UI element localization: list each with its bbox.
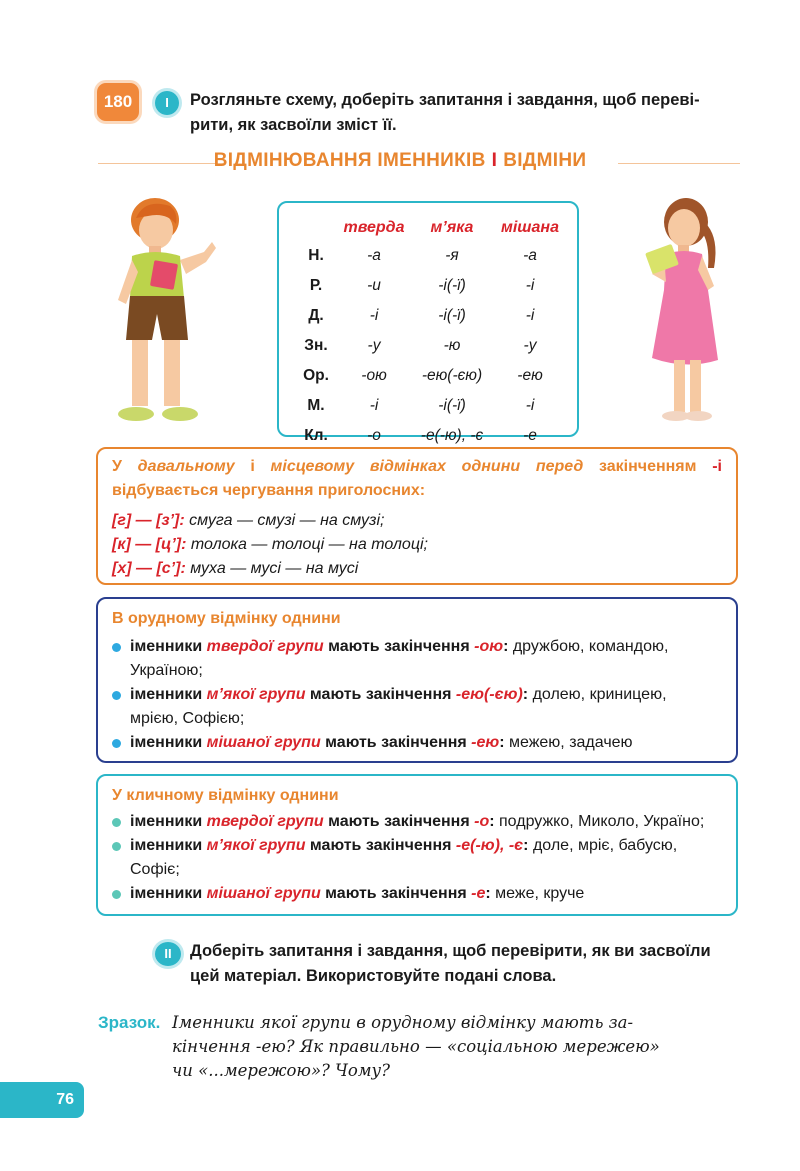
ending-soft: -ею(-єю) xyxy=(421,367,483,384)
task-two-line-2: цей матеріал. Використовуйте подані слова. xyxy=(190,967,557,985)
alternation-examples: толока — толоці — на толоці; xyxy=(190,536,428,553)
ending-mixed: -і xyxy=(525,307,535,324)
alternation-row xyxy=(112,557,722,581)
intro-word: У xyxy=(112,458,122,475)
task-two-line-1: Доберіть запитання і завдання, щоб перевірити, як ви засвоїли xyxy=(190,942,711,960)
item-examples: межею, задачею xyxy=(508,734,633,751)
consonant-pair: [х] — [с’]: xyxy=(112,560,186,577)
list-item xyxy=(112,635,722,683)
ending-soft: -і(-ї) xyxy=(438,397,466,414)
ending-soft: -ю xyxy=(443,337,461,354)
alternation-intro-line-1 xyxy=(112,455,722,479)
table-row xyxy=(293,391,565,421)
girl-illustration xyxy=(628,190,740,425)
alternation-examples: смуга — смузі — на смузі; xyxy=(189,512,385,529)
item-group: м’якої групи xyxy=(206,686,306,703)
header-hard-group: тверда xyxy=(343,219,405,236)
section-title-right: ВІДМІНИ xyxy=(503,150,587,171)
item-examples: доле, мріє, бабусю, xyxy=(532,837,678,854)
sample-label: Зразок. xyxy=(98,1013,161,1032)
list-item xyxy=(112,810,722,834)
intro-ending: -і xyxy=(712,458,722,475)
declension-grid xyxy=(293,215,565,451)
task-one-line-1: Розгляньте схему, доберіть запитання і завдання, щоб переві- xyxy=(190,91,700,109)
bullet-dot xyxy=(112,691,121,700)
consonant-pair: [г] — [з’]: xyxy=(112,512,185,529)
consonant-pair: [к] — [ц’]: xyxy=(112,536,187,553)
task-one-line-2: рити, як засвоїли зміст її. xyxy=(190,116,397,134)
item-examples: меже, круче xyxy=(495,885,585,902)
intro-word: закінченням xyxy=(599,458,697,475)
item-examples: долею, криницею, xyxy=(532,686,667,703)
section-title xyxy=(0,150,800,172)
ending-soft: -я xyxy=(445,247,459,264)
item-mid: мають закінчення xyxy=(309,686,452,703)
sample-line-3: чи «...мережою»? Чому? xyxy=(172,1061,390,1080)
alternation-row xyxy=(112,509,722,533)
item-colon: : xyxy=(522,686,529,703)
section-title-left: ВІДМІНЮВАННЯ ІМЕННИКІВ xyxy=(213,150,486,171)
intro-word: перед xyxy=(535,458,584,475)
table-row xyxy=(293,331,565,361)
bullet-dot xyxy=(112,739,121,748)
case-label: Р. xyxy=(309,277,323,294)
ending-mixed: -ею xyxy=(517,367,543,384)
item-mid: мають закінчення xyxy=(325,734,467,751)
item-group: твердої групи xyxy=(206,638,324,655)
bullet-dot xyxy=(112,890,121,899)
list-item xyxy=(112,683,722,731)
item-colon: : xyxy=(503,638,509,655)
item-mid: мають закінчення xyxy=(309,837,452,854)
intro-word: і xyxy=(250,458,255,475)
intro-word: давальному xyxy=(137,458,235,475)
item-ending: -е(-ю), -є xyxy=(455,837,524,854)
header-empty xyxy=(293,215,339,241)
item-examples-cont: мрією, Софією; xyxy=(130,710,245,727)
header-mixed-group: мішана xyxy=(501,219,559,236)
intro-word: однини xyxy=(461,458,521,475)
item-group: твердої групи xyxy=(206,813,324,830)
part-two-marker: II xyxy=(155,942,181,966)
bullet-dot xyxy=(112,643,121,652)
alternation-examples: муха — мусі — на мусі xyxy=(190,560,359,577)
item-pre: іменники xyxy=(130,686,203,703)
item-colon: : xyxy=(499,734,505,751)
ending-hard: -і xyxy=(369,397,379,414)
case-label: Кл. xyxy=(304,427,328,444)
table-row xyxy=(293,241,565,271)
ending-soft: -і(-ї) xyxy=(438,277,466,294)
item-colon: : xyxy=(485,885,491,902)
table-row xyxy=(293,271,565,301)
item-ending: -о xyxy=(474,813,490,830)
item-colon: : xyxy=(489,813,495,830)
ending-mixed: -а xyxy=(523,247,537,264)
ending-mixed: -у xyxy=(523,337,537,354)
item-pre: іменники xyxy=(130,885,203,902)
ending-hard: -у xyxy=(367,337,381,354)
list-item xyxy=(112,834,722,882)
item-ending: -ою xyxy=(474,638,504,655)
vocative-title: У кличному відмінку однини xyxy=(112,787,339,804)
item-pre: іменники xyxy=(130,734,203,751)
item-ending: -е xyxy=(471,885,486,902)
header-soft-group: м’яка xyxy=(430,219,474,236)
ending-soft: -е(-ю), -є xyxy=(420,427,484,444)
ending-mixed: -і xyxy=(525,397,535,414)
instrumental-title: В орудному відмінку однини xyxy=(112,610,341,627)
item-ending: -ею(-єю) xyxy=(455,686,523,703)
ending-hard: -і xyxy=(369,307,379,324)
alternation-rule-box xyxy=(96,447,738,585)
case-label: Ор. xyxy=(303,367,329,384)
bullet-dot xyxy=(112,818,121,827)
item-examples-cont: Софіє; xyxy=(130,861,180,878)
alternation-row xyxy=(112,533,722,557)
boy-illustration xyxy=(100,190,230,435)
item-pre: іменники xyxy=(130,837,203,854)
intro-word: відмінках xyxy=(369,458,446,475)
item-mid: мають закінчення xyxy=(328,813,470,830)
instrumental-rule-box xyxy=(96,597,738,763)
case-label: М. xyxy=(307,397,325,414)
ending-hard: -а xyxy=(367,247,381,264)
table-header-row xyxy=(293,215,565,241)
vocative-rule-box xyxy=(96,774,738,916)
intro-word: місцевому xyxy=(270,458,355,475)
page-number: 76 xyxy=(0,1082,84,1118)
case-label: Н. xyxy=(308,247,324,264)
bullet-dot xyxy=(112,842,121,851)
item-examples-cont: Україною; xyxy=(130,662,203,679)
item-group: м’якої групи xyxy=(206,837,306,854)
item-group: мішаної групи xyxy=(206,885,321,902)
ending-hard: -и xyxy=(367,277,381,294)
table-row xyxy=(293,301,565,331)
item-colon: : xyxy=(523,837,529,854)
item-pre: іменники xyxy=(130,638,203,655)
table-row xyxy=(293,361,565,391)
ending-hard: -ою xyxy=(361,367,387,384)
task-two-text xyxy=(190,939,740,989)
ending-hard: -о xyxy=(367,427,381,444)
sample-line-2: кінчення -ею? Як правильно — «соціальною мережею» xyxy=(172,1037,660,1056)
item-ending: -ею xyxy=(471,734,500,751)
part-one-marker: I xyxy=(155,91,179,115)
exercise-number-badge: 180 xyxy=(97,83,139,121)
item-mid: мають закінчення xyxy=(328,638,470,655)
ending-mixed: -і xyxy=(525,277,535,294)
task-one-text xyxy=(190,88,740,138)
item-group: мішаної групи xyxy=(206,734,321,751)
list-item xyxy=(112,882,722,906)
sample-text xyxy=(172,1011,740,1083)
item-pre: іменники xyxy=(130,813,203,830)
sample-line-1: Іменники якої групи в орудному відмінку мають за- xyxy=(172,1013,634,1032)
item-examples: подружко, Миколо, Україно; xyxy=(499,813,705,830)
case-label: Зн. xyxy=(304,337,328,354)
ending-mixed: -е xyxy=(523,427,537,444)
case-label: Д. xyxy=(308,307,324,324)
item-examples: дружбою, командою, xyxy=(512,638,669,655)
list-item xyxy=(112,731,722,755)
section-title-roman: І xyxy=(491,150,498,171)
declension-table xyxy=(277,201,579,444)
alternation-intro-line-2: відбувається чергування приголосних: xyxy=(112,482,426,499)
item-mid: мають закінчення xyxy=(325,885,467,902)
ending-soft: -і(-ї) xyxy=(438,307,466,324)
